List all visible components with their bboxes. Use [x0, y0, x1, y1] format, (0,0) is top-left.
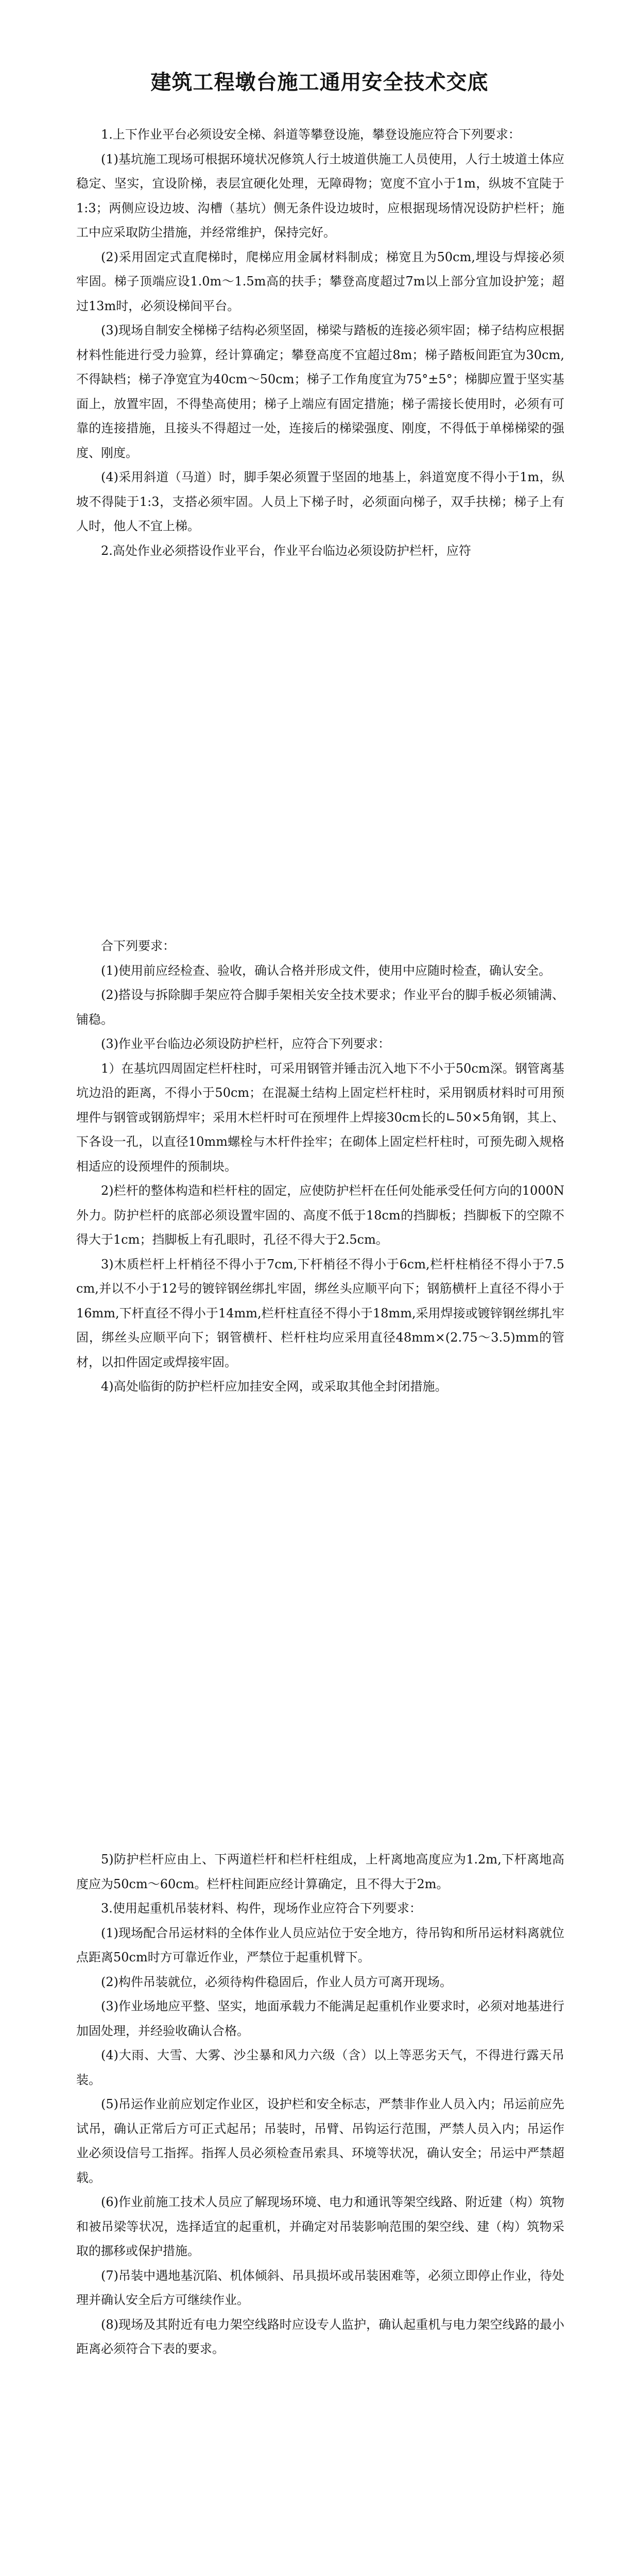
paragraph: 5)防护栏杆应由上、下两道栏杆和栏杆柱组成，上杆离地高度应为1.2m,下杆离地高度应为50cm～60cm。栏杆柱间距应经计算确定，且不得大于2m。	[76, 1852, 564, 1891]
paragraph: 3.使用起重机吊装材料、构件，现场作业应符合下列要求：	[101, 1901, 422, 1916]
paragraph: (1)现场配合吊运材料的全体作业人员应站位于安全地方，待吊钩和所吊运材料离就位点距离50cm时方可靠近作业，严禁位于起重机臂下。	[76, 1925, 564, 1964]
paragraph: (3)作业平台临边必须设防护栏杆，应符合下列要求：	[101, 1037, 390, 1051]
paragraph: (1)基坑施工现场可根据环境状况修筑人行土坡道供施工人员使用，人行土坡道土体应稳定、坚实，宜设阶梯，表层宜硬化处理，无障碍物；宽度不宜小于1m，纵坡不宜陡于1:3；两侧应设边坡、沟槽（基坑）侧无条件设边坡时，应根据现场情况设防护栏杆；施工中应采取防尘措施，并经常维护，保持完好。	[76, 151, 564, 240]
text-block-3	[76, 1848, 564, 2362]
paragraph: 1.上下作业平台必须设安全梯、斜道等攀登设施，攀登设施应符合下列要求：	[101, 127, 521, 142]
paragraph: (7)吊装中遇地基沉陷、机体倾斜、吊具损坏或吊装困难等，必须立即停止作业，待处理并确认安全后方可继续作业。	[76, 2268, 564, 2307]
paragraph: (6)作业前施工技术人员应了解现场环境、电力和通讯等架空线路、附近建（构）筑物和被吊梁等状况，选择适宜的起重机，并确定对吊装影响范围的架空线、建（构）筑物采取的挪移或保护措施。	[76, 2195, 564, 2258]
paragraph: 合下列要求：	[101, 939, 175, 953]
paragraph: (2)构件吊装就位，必须待构件稳固后，作业人员方可离开现场。	[101, 1974, 452, 1989]
paragraph: (8)现场及其附近有电力架空线路时应设专人监护，确认起重机与电力架空线路的最小距离必须符合下表的要求。	[76, 2317, 564, 2356]
text-block-1	[76, 123, 564, 563]
paragraph: (4)大雨、大雪、大雾、沙尘暴和风力六级（含）以上等恶劣天气，不得进行露天吊装。	[76, 2048, 564, 2087]
paragraph: (2)采用固定式直爬梯时，爬梯应用金属材料制成；梯宽且为50cm,埋设与焊接必须牢固。梯子顶端应设1.0m～1.5m高的扶手；攀登高度超过7m以上部分宜加设护笼；超过13m时，必须设梯间平台。	[76, 249, 564, 313]
paragraph: 4)高处临街的防护栏杆应加挂安全网，或采取其他全封闭措施。	[101, 1379, 447, 1394]
paragraph: (2)搭设与拆除脚手架应符合脚手架相关安全技术要求；作业平台的脚手板必须铺满、铺稳。	[76, 988, 564, 1027]
paragraph: 1）在基坑四周固定栏杆柱时，可采用钢管并锤击沉入地下不小于50cm深。钢管离基坑边沿的距离，不得小于50cm；在混凝土结构上固定栏杆柱时，采用钢质材料时可用预埋件与钢管或钢筋焊牢；采用木栏杆时可在预埋件上焊接30cm长的∟50×5角钢，其上、下各设一孔，以直径10mm螺栓与木杆件拴牢；在砌体上固定栏杆柱时，可预先砌入规格相适应的设预埋件的预制块。	[76, 1061, 564, 1174]
paragraph: (4)采用斜道（马道）时，脚手架必须置于坚固的地基上，斜道宽度不得小于1m，纵坡不得陡于1:3，支搭必须牢固。人员上下梯子时，必须面向梯子，双手扶梯；梯子上有人时，他人不宜上梯。	[76, 470, 564, 533]
paragraph: 3)木质栏杆上杆梢径不得小于7cm,下杆梢径不得小于6cm,栏杆柱梢径不得小于7.5 cm,并以不小于12号的镀锌钢丝绑扎牢固，绑丝头应顺平向下；钢筋横杆上直径不得小于16mm,下杆直径不得小于14mm,栏杆柱直径不得小于18mm,采用焊接或镀锌钢丝绑扎牢固，绑丝头应顺平向下；钢管横杆、栏杆柱均应采用直径48mm×(2.75～3.5)mm的管材，以扣件固定或焊接牢固。	[76, 1257, 564, 1369]
text-block-2	[76, 934, 564, 1399]
paragraph: (5)吊运作业前应划定作业区，设护栏和安全标志，严禁非作业人员入内；吊运前应先试吊，确认正常后方可正式起吊；吊装时，吊臂、吊钩运行范围，严禁人员入内；吊运作业必须设信号工指挥。指挥人员必须检查吊索具、环境等状况，确认安全；吊运中严禁超载。	[76, 2097, 564, 2185]
document-title: 建筑工程墩台施工通用安全技术交底	[150, 71, 489, 94]
paragraph: (3)现场自制安全梯梯子结构必须坚固，梯梁与踏板的连接必须牢固；梯子结构应根据材料性能进行受力验算，经计算确定；攀登高度不宜超过8m；梯子踏板间距宜为30cm,不得缺档；梯子净宽宜为40cm～50cm；梯子工作角度宜为75°±5°；梯脚应置于坚实基面上，放置牢固，不得垫高使用；梯子上端应有固定措施；梯子需接长使用时，必须有可靠的连接措施，且接头不得超过一处，连接后的梯梁强度、刚度，不得低于单梯梯梁的强度、刚度。	[76, 323, 564, 460]
paragraph: 2)栏杆的整体构造和栏杆柱的固定，应使防护栏杆在任何处能承受任何方向的1000N外力。防护栏杆的底部必须设置牢固的、高度不低于18cm的挡脚板；挡脚板下的空隙不得大于1cm；挡脚板上有孔眼时，孔径不得大于2.5cm。	[76, 1183, 564, 1247]
paragraph: (1)使用前应经检查、验收，确认合格并形成文件，使用中应随时检查，确认安全。	[101, 963, 551, 978]
paragraph: 2.高处作业必须搭设作业平台，作业平台临边必须设防护栏杆，应符	[101, 543, 471, 558]
paragraph: (3)作业场地应平整、坚实，地面承载力不能满足起重机作业要求时，必须对地基进行加固处理，并经验收确认合格。	[76, 1999, 564, 2038]
